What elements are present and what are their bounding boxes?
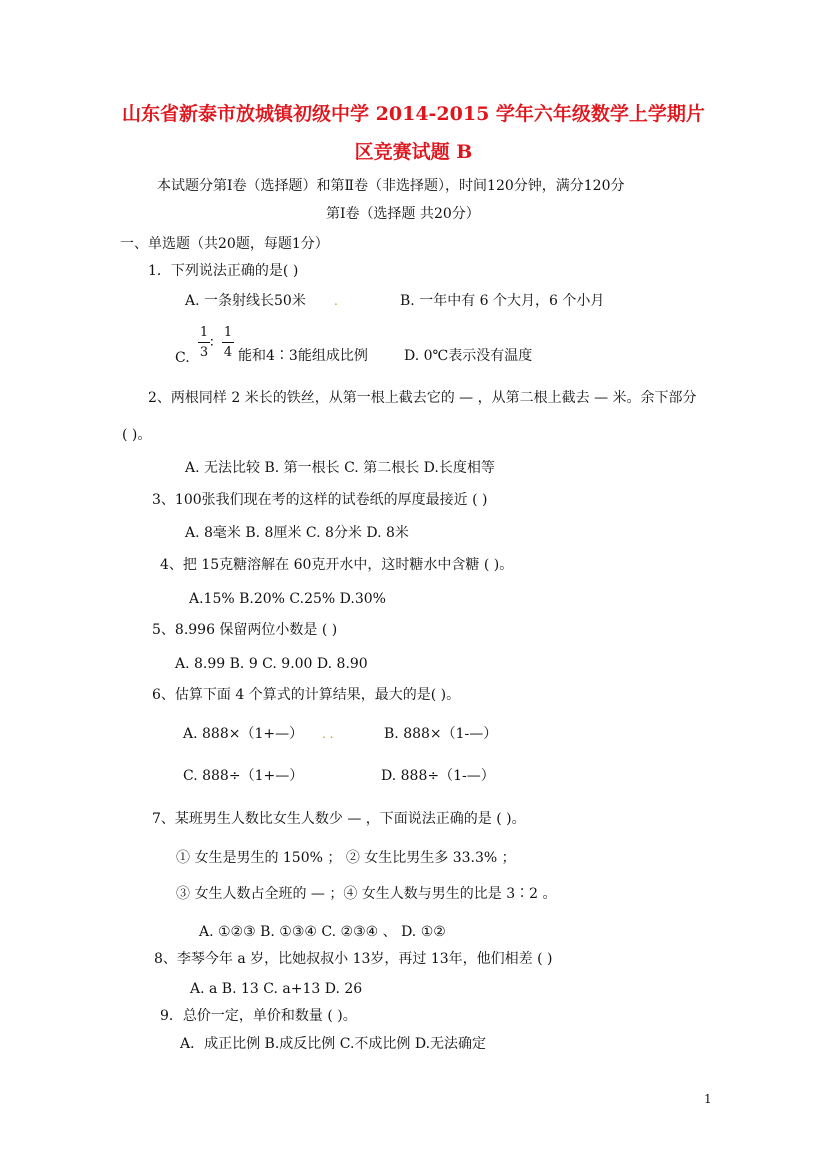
q1-option-c-prefix: C. [175, 350, 190, 366]
q7-stem: 7、某班男生人数比女生人数少 — ，下面说法正确的是 ( )。 [152, 811, 526, 827]
q1-c-fraction2-bar [222, 342, 234, 343]
q1-c-fraction2-denominator: 4 [223, 345, 233, 360]
q8-options: A. a B. 13 C. a+13 D. 26 [190, 981, 363, 997]
q8-stem: 8、李琴今年 a 岁，比她叔叔小 13岁，再过 13年，他们相差 ( ) [154, 951, 553, 967]
q7-statements-2: ③ 女生人数占全班的 — ；④ 女生人数与男生的比是 3∶2 。 [176, 886, 557, 902]
q7-options: A. ①②③ B. ①③④ C. ②③④ 、 D. ①② [199, 924, 446, 940]
page-number: 1 [704, 1092, 712, 1106]
q1-option-c-text: 能和4∶3能组成比例 [238, 348, 368, 364]
q7-statements-1: ① 女生是男生的 150% ； ② 女生比男生多 33.3% ； [176, 850, 516, 866]
q6-option-c: C. 888÷（1+—） [183, 768, 304, 784]
q1-option-a: A. 一条射线长50米 [185, 293, 306, 309]
title-line-2: 区竞赛试题 B [354, 141, 473, 163]
q4-stem: 4、把 15克糖溶解在 60克开水中，这时糖水中含糖 ( )。 [160, 557, 514, 573]
q2-options: A. 无法比较 B. 第一根长 C. 第二根长 D.长度相等 [185, 460, 495, 476]
q1-option-b: B. 一年中有 6 个大月，6 个小月 [400, 293, 605, 309]
q1-c-fraction1-bar [198, 342, 210, 343]
q6-stem: 6、估算下面 4 个算式的计算结果，最大的是( )。 [152, 687, 461, 703]
q1-c-fraction2-numerator: 1 [223, 325, 233, 340]
intro-text: 本试题分第Ⅰ卷（选择题）和第Ⅱ卷（非选择题），时间120分钟，满分120分 [157, 178, 625, 194]
q9-stem: 9．总价一定，单价和数量 ( )。 [160, 1008, 357, 1024]
q2-stem: 2、两根同样 2 米长的铁丝，从第一根上截去它的 — ，从第二根上截去 — 米。余下部分 [148, 390, 697, 406]
q3-stem: 3、100张我们现在考的这样的试卷纸的厚度最接近 ( ) [152, 492, 488, 508]
part-one-heading: 第Ⅰ卷（选择题 共20分） [326, 206, 480, 222]
q1-stem: 1．下列说法正确的是( ) [148, 263, 299, 279]
q5-stem: 5、8.996 保留两位小数是 ( ) [152, 622, 338, 638]
q1-c-ratio-colon: ∶ [210, 335, 214, 351]
q1-option-d: D. 0℃表示没有温度 [404, 348, 533, 364]
stray-dot-marks: . . [322, 727, 334, 741]
q6-option-b: B. 888×（1-—） [384, 726, 498, 742]
q9-options: A．成正比例 B.成反比例 C.不成比例 D.无法确定 [180, 1036, 487, 1052]
q1-c-fraction1-denominator: 3 [199, 345, 209, 360]
q6-option-d: D. 888÷（1-—） [381, 768, 495, 784]
q4-options: A.15% B.20% C.25% D.30% [189, 591, 386, 607]
q2-stem-continued: ( )。 [122, 427, 152, 443]
stray-dot-mark: . [334, 294, 338, 308]
title-line-1: 山东省新泰市放城镇初级中学 2014-2015 学年六年级数学上学期片 [122, 103, 705, 125]
q3-options: A. 8毫米 B. 8厘米 C. 8分米 D. 8米 [185, 525, 409, 541]
q1-c-fraction1-numerator: 1 [199, 325, 209, 340]
section-one-heading: 一、单选题（共20题，每题1分） [120, 236, 329, 252]
q5-options: A. 8.99 B. 9 C. 9.00 D. 8.90 [175, 656, 368, 672]
q6-option-a: A. 888×（1+—） [183, 726, 304, 742]
